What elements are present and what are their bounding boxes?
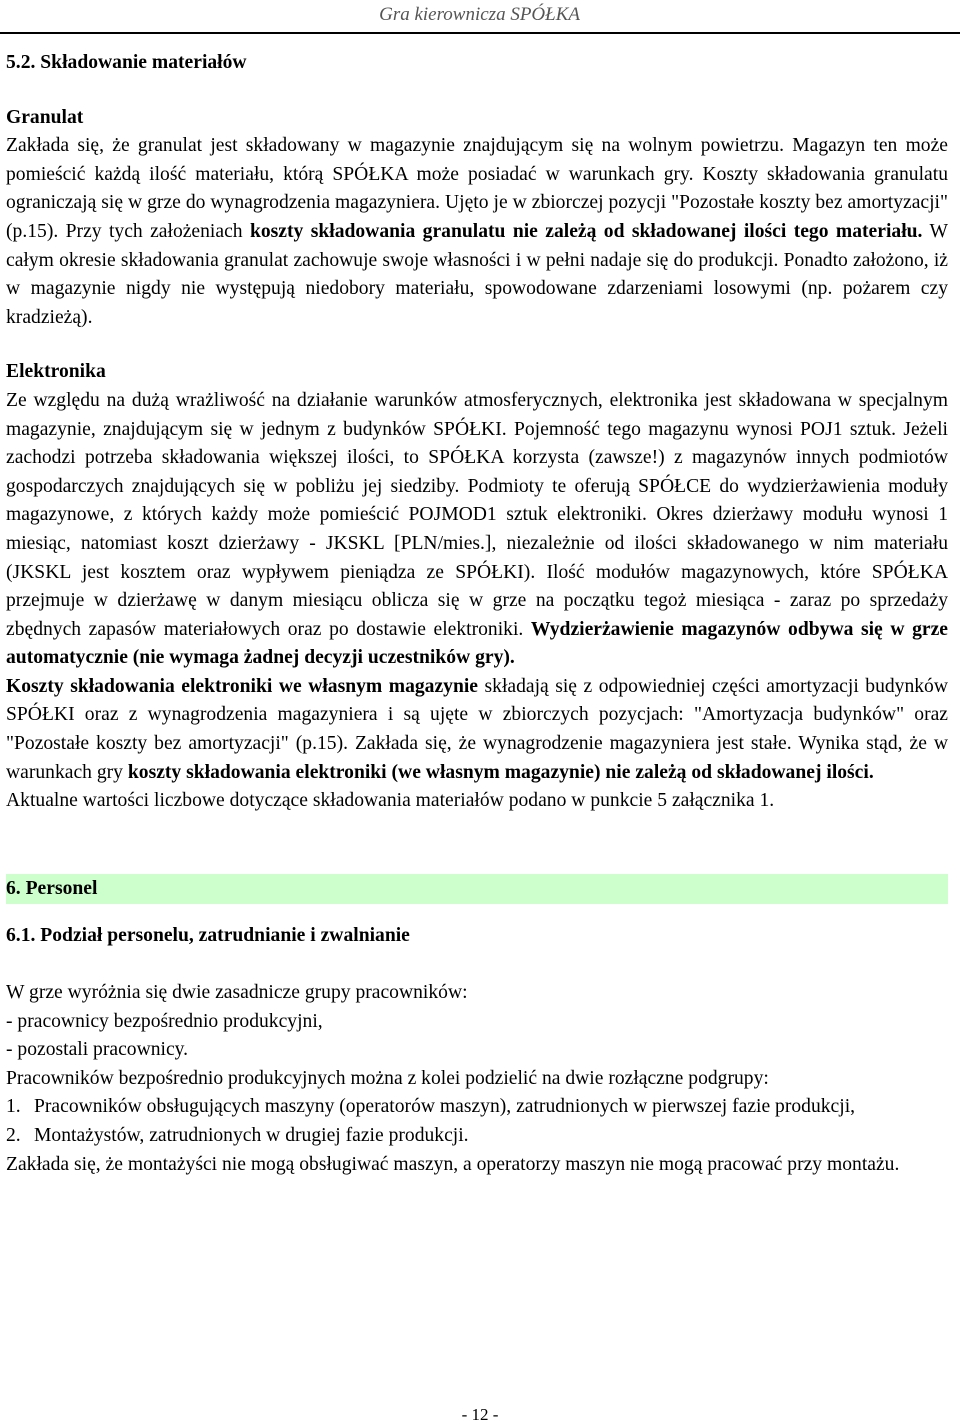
elektronika-costs-bold-end: koszty składowania elektroniki (we własnym magazynie) nie zależą od składowanej ilości. [127, 761, 874, 783]
elektronika-paragraph-3: Aktualne wartości liczbowe dotyczące składowania materiałów podano w punkcie 5 załącznika 1. [6, 790, 775, 812]
personel-sub-heading: 6.1. Podział personelu, zatrudnianie i zwalnianie [6, 925, 410, 947]
document-body [6, 45, 948, 1179]
elektronika-heading: Elektronika [6, 361, 106, 383]
elektronika-bold-text: Wydzierżawienie magazynów odbywa się w grze automatycznie (nie wymaga żadnej decyzji uczestników gry). [6, 618, 948, 669]
list-item [6, 1122, 948, 1151]
page-number: - 12 - [461, 1405, 499, 1424]
personel-heading: 6. Personel [6, 877, 98, 899]
list-item [6, 1093, 948, 1122]
granulat-text: Zakłada się, że granulat jest składowany w magazynie znajdującym się na wolnym powietrzu. Magazyn ten może pomieścić każdą ilość materiału, którą SPÓŁKA może posiadać w warunkach gry. Koszty składowania granulatu ograniczają się w grze do wynagrodzenia magazyniera. Ujęto je w zbiorczej pozycji "Pozostałe koszty bez amortyzacji" (p.15). Przy tych założeniach [6, 135, 948, 242]
list-item-text: Pracowników obsługujących maszyny (operatorów maszyn), zatrudnionych w pierwszej fazie produkcji, [34, 1096, 856, 1118]
header-title: Gra kierownicza SPÓŁKA [379, 4, 580, 25]
personel-group-2: - pozostali pracownicy. [6, 1039, 189, 1061]
list-item-number: 2. [6, 1125, 21, 1146]
granulat-bold-text: koszty składowania granulatu nie zależą od składowanej ilości tego materiału. [249, 220, 923, 242]
page-header [0, 0, 960, 34]
granulat-heading: Granulat [6, 106, 84, 128]
elektronika-costs-bold-start: Koszty składowania elektroniki we własnym magazynie [6, 675, 479, 697]
granulat-paragraph [6, 132, 948, 332]
list-item-text: Montażystów, zatrudnionych w drugiej fazie produkcji. [34, 1125, 469, 1146]
personel-group-1: - pracownicy bezpośrednio produkcyjni, [6, 1010, 323, 1032]
personel-subgroups-intro: Pracowników bezpośrednio produkcyjnych można z kolei podzielić na dwie rozłączne podgrupy: [6, 1067, 769, 1089]
list-item-number: 1. [6, 1096, 21, 1118]
personel-closing: Zakłada się, że montażyści nie mogą obsługiwać maszyn, a operatorzy maszyn nie mogą pracować przy montażu. [6, 1153, 900, 1175]
personel-heading-band [6, 874, 948, 905]
personel-intro: W grze wyróżnia się dwie zasadnicze grupy pracowników: [6, 982, 468, 1004]
elektronika-costs-text: składają się z odpowiedniej części amortyzacji budynków SPÓŁKI oraz z wynagrodzenia magazyniera i są ujęte w zbiorczych pozycjach: "Amortyzacja budynków" oraz "Pozostałe koszty bez amortyzacji" (p.15). Zakłada się, że wynagrodzenie magazyniera jest stałe. Wynika stąd, że w warunkach gry [6, 675, 948, 783]
elektronika-paragraph-2 [6, 673, 948, 787]
section-title: 5.2. Składowanie materiałów [6, 52, 247, 73]
elektronika-paragraph-1 [6, 387, 948, 673]
granulat-text-end: W całym okresie składowania granulat zachowuje swoje własności i w pełni nadaje się do produkcji. Ponadto założono, iż w magazynie nigdy nie występują niedobory materiału, spowodowane zdarzeniami losowymi (np. pożarem czy kradzieżą). [6, 220, 948, 328]
elektronika-text: Ze względu na dużą wrażliwość na działanie warunków atmosferycznych, elektronika jest składowana w specjalnym magazynie, znajdującym się w jednym z budynków SPÓŁKI. Pojemność tego magazynu wynosi POJ1 sztuk. Jeżeli zachodzi potrzeba składowania większej ilości, to SPÓŁKA korzysta (zawsze!) z magazynów innych podmiotów gospodarczych znajdujących się w pobliżu jej siedziby. Podmioty te oferują SPÓŁCE do wydzierżawienia moduły magazynowe, z których każdy może pomieścić POJMOD1 sztuk elektroniki. Okres dzierżawy modułu wynosi 1 miesiąc, natomiast koszt dzierżawy - JKSKL [PLN/mies.], niezależnie od ilości składowanego w nim materiału (JKSKL jest kosztem oraz wypływem pieniądza ze SPÓŁKI). Ilość modułów magazynowych, które SPÓŁKA przejmuje w dzierżawę w danym miesiącu oblicza się w grze na początku tegoż miesiąca - zaraz po sprzedaży zbędnych zapasów materiałowych oraz po dostawie elektroniki. [6, 389, 948, 640]
personel-content [6, 979, 948, 1179]
